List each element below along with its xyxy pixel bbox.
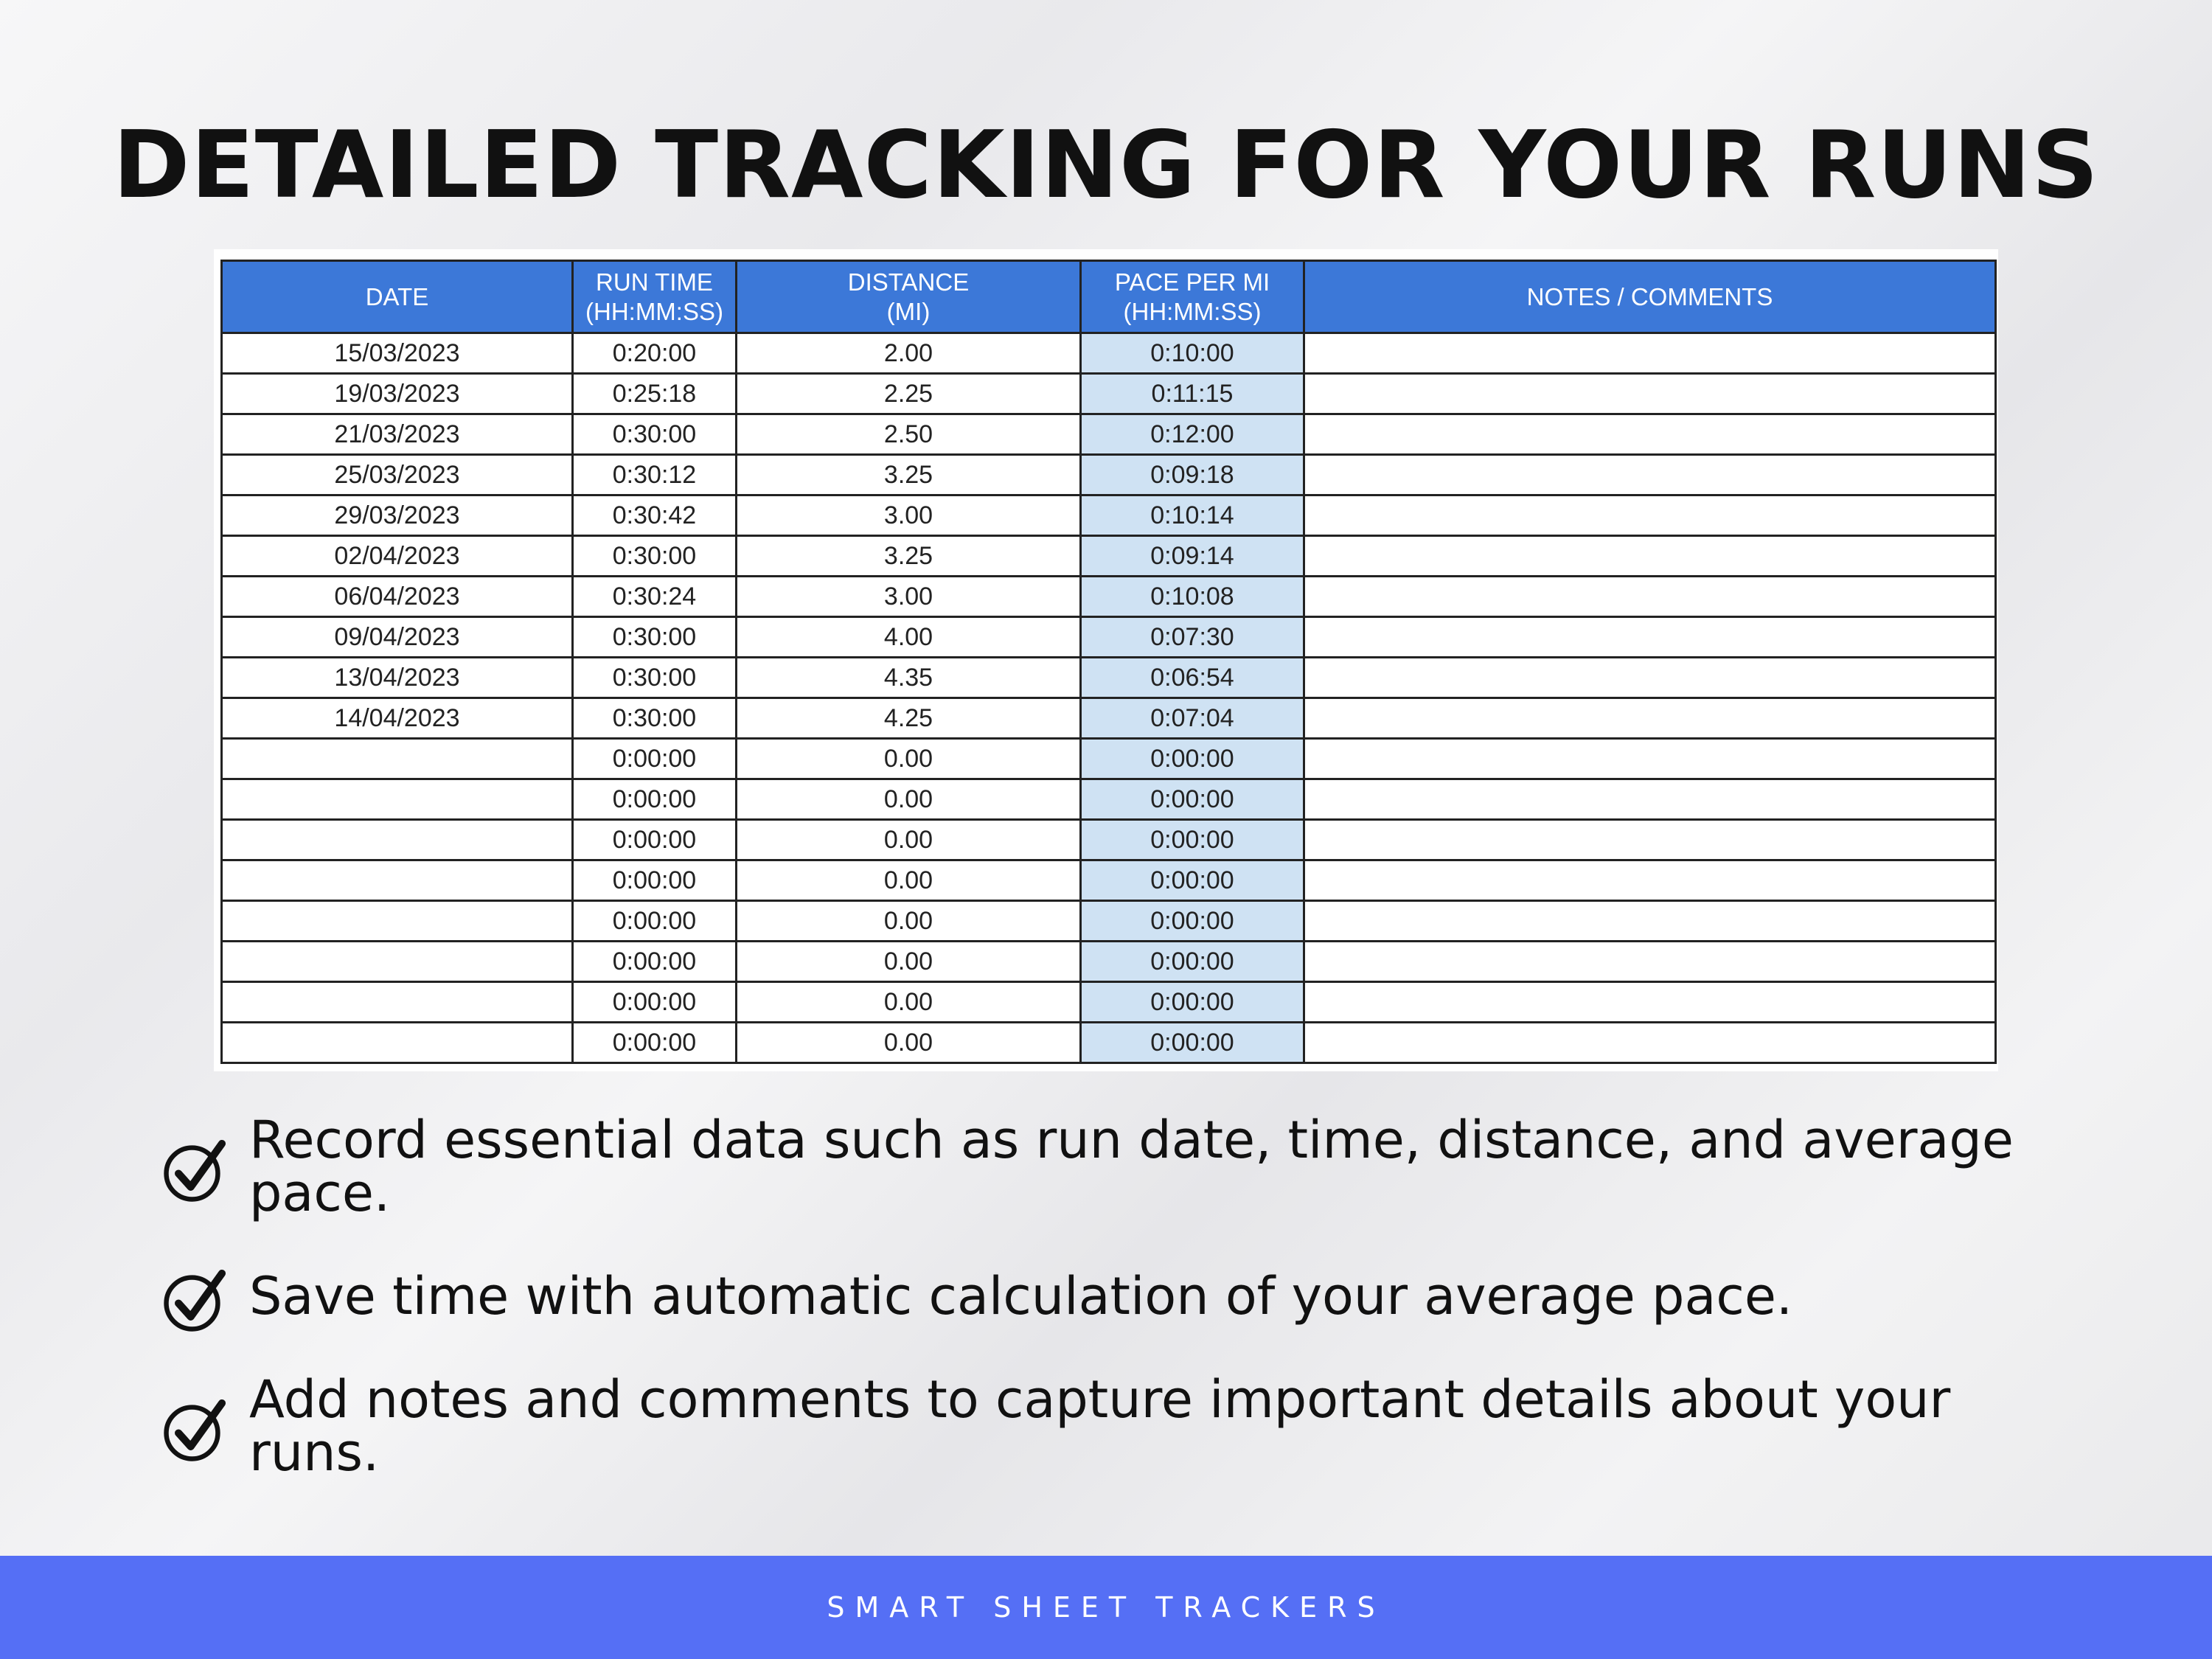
pace-cell[interactable]: 0:00:00	[1081, 982, 1304, 1023]
table-row	[222, 658, 1996, 698]
pace-cell[interactable]: 0:00:00	[1081, 942, 1304, 982]
table-row	[222, 495, 1996, 536]
footer-bar	[0, 1556, 2212, 1659]
header-run-time: RUN TIME (HH:MM:SS)	[573, 261, 737, 333]
check-circle-icon	[162, 1395, 230, 1463]
date-cell[interactable]	[222, 779, 573, 820]
notes-cell[interactable]	[1304, 698, 1996, 739]
run-time-cell[interactable]: 0:00:00	[573, 820, 737, 860]
table-row	[222, 901, 1996, 942]
pace-cell[interactable]: 0:07:04	[1081, 698, 1304, 739]
date-cell[interactable]: 09/04/2023	[222, 617, 573, 658]
feature-item	[162, 1369, 2079, 1483]
run-time-cell[interactable]: 0:00:00	[573, 779, 737, 820]
pace-cell[interactable]: 0:10:08	[1081, 577, 1304, 617]
notes-cell[interactable]	[1304, 536, 1996, 577]
date-cell[interactable]: 02/04/2023	[222, 536, 573, 577]
run-time-cell[interactable]: 0:00:00	[573, 860, 737, 901]
table-row	[222, 698, 1996, 739]
distance-cell[interactable]: 0.00	[737, 901, 1081, 942]
run-time-cell[interactable]: 0:25:18	[573, 374, 737, 414]
run-log-sheet	[214, 249, 1998, 1071]
run-time-cell[interactable]: 0:30:12	[573, 455, 737, 495]
distance-cell[interactable]: 4.35	[737, 658, 1081, 698]
notes-cell[interactable]	[1304, 374, 1996, 414]
notes-cell[interactable]	[1304, 455, 1996, 495]
date-cell[interactable]	[222, 739, 573, 779]
notes-cell[interactable]	[1304, 739, 1996, 779]
table-row	[222, 577, 1996, 617]
table-row	[222, 860, 1996, 901]
header-date: DATE	[222, 261, 573, 333]
distance-cell[interactable]: 2.00	[737, 333, 1081, 374]
date-cell[interactable]: 21/03/2023	[222, 414, 573, 455]
pace-cell[interactable]: 0:07:30	[1081, 617, 1304, 658]
pace-cell[interactable]: 0:12:00	[1081, 414, 1304, 455]
run-time-cell[interactable]: 0:30:00	[573, 536, 737, 577]
table-row	[222, 739, 1996, 779]
date-cell[interactable]	[222, 901, 573, 942]
notes-cell[interactable]	[1304, 942, 1996, 982]
pace-cell[interactable]: 0:06:54	[1081, 658, 1304, 698]
brand-name: SMART SHEET TRACKERS	[827, 1591, 1385, 1624]
run-time-cell[interactable]: 0:30:00	[573, 698, 737, 739]
table-row	[222, 374, 1996, 414]
feature-item	[162, 1110, 2079, 1223]
feature-text: Save time with automatic calculation of your average pace.	[249, 1266, 1793, 1326]
notes-cell[interactable]	[1304, 577, 1996, 617]
feature-text: Add notes and comments to capture important details about your runs.	[249, 1369, 1951, 1483]
distance-cell[interactable]: 0.00	[737, 1023, 1081, 1063]
pace-cell[interactable]: 0:00:00	[1081, 739, 1304, 779]
date-cell[interactable]: 25/03/2023	[222, 455, 573, 495]
date-cell[interactable]	[222, 820, 573, 860]
distance-cell[interactable]: 3.00	[737, 495, 1081, 536]
notes-cell[interactable]	[1304, 333, 1996, 374]
run-log-table	[220, 260, 1997, 1064]
date-cell[interactable]: 06/04/2023	[222, 577, 573, 617]
notes-cell[interactable]	[1304, 495, 1996, 536]
distance-cell[interactable]: 3.00	[737, 577, 1081, 617]
table-row	[222, 455, 1996, 495]
date-cell[interactable]: 29/03/2023	[222, 495, 573, 536]
distance-cell[interactable]: 3.25	[737, 536, 1081, 577]
table-row	[222, 820, 1996, 860]
run-time-cell[interactable]: 0:00:00	[573, 739, 737, 779]
notes-cell[interactable]	[1304, 1023, 1996, 1063]
distance-cell[interactable]: 0.00	[737, 982, 1081, 1023]
distance-cell[interactable]: 0.00	[737, 820, 1081, 860]
notes-cell[interactable]	[1304, 820, 1996, 860]
pace-cell[interactable]: 0:11:15	[1081, 374, 1304, 414]
pace-cell[interactable]: 0:00:00	[1081, 1023, 1304, 1063]
run-time-cell[interactable]: 0:30:42	[573, 495, 737, 536]
pace-cell[interactable]: 0:09:18	[1081, 455, 1304, 495]
run-time-cell[interactable]: 0:30:24	[573, 577, 737, 617]
run-time-cell[interactable]: 0:30:00	[573, 617, 737, 658]
distance-cell[interactable]: 4.25	[737, 698, 1081, 739]
page-title: DETAILED TRACKING FOR YOUR RUNS	[113, 111, 2099, 219]
table-row	[222, 1023, 1996, 1063]
table-row	[222, 942, 1996, 982]
run-time-cell[interactable]: 0:00:00	[573, 942, 737, 982]
run-time-cell[interactable]: 0:00:00	[573, 1023, 737, 1063]
feature-list	[162, 1110, 2079, 1529]
table-body	[222, 333, 1996, 1063]
notes-cell[interactable]	[1304, 982, 1996, 1023]
distance-cell[interactable]: 4.00	[737, 617, 1081, 658]
distance-cell[interactable]: 2.50	[737, 414, 1081, 455]
date-cell[interactable]: 19/03/2023	[222, 374, 573, 414]
notes-cell[interactable]	[1304, 779, 1996, 820]
feature-text: Record essential data such as run date, time, distance, and average pace.	[249, 1110, 2014, 1223]
table-row	[222, 617, 1996, 658]
date-cell[interactable]	[222, 982, 573, 1023]
date-cell[interactable]: 15/03/2023	[222, 333, 573, 374]
pace-cell[interactable]: 0:10:00	[1081, 333, 1304, 374]
distance-cell[interactable]: 2.25	[737, 374, 1081, 414]
pace-cell[interactable]: 0:00:00	[1081, 860, 1304, 901]
check-circle-icon	[162, 1135, 230, 1203]
run-time-cell[interactable]: 0:00:00	[573, 982, 737, 1023]
date-cell[interactable]	[222, 942, 573, 982]
distance-cell[interactable]: 0.00	[737, 942, 1081, 982]
table-row	[222, 333, 1996, 374]
notes-cell[interactable]	[1304, 658, 1996, 698]
table-row	[222, 536, 1996, 577]
pace-cell[interactable]: 0:10:14	[1081, 495, 1304, 536]
header-notes: NOTES / COMMENTS	[1304, 261, 1996, 333]
pace-cell[interactable]: 0:00:00	[1081, 779, 1304, 820]
table-row	[222, 414, 1996, 455]
table-row	[222, 779, 1996, 820]
check-circle-icon	[162, 1265, 230, 1333]
run-time-cell[interactable]: 0:20:00	[573, 333, 737, 374]
run-time-cell[interactable]: 0:30:00	[573, 414, 737, 455]
run-time-cell[interactable]: 0:30:00	[573, 658, 737, 698]
notes-cell[interactable]	[1304, 617, 1996, 658]
date-cell[interactable]	[222, 860, 573, 901]
header-distance: DISTANCE (MI)	[737, 261, 1081, 333]
distance-cell[interactable]: 0.00	[737, 860, 1081, 901]
header-pace: PACE PER MI (HH:MM:SS)	[1081, 261, 1304, 333]
pace-cell[interactable]: 0:00:00	[1081, 901, 1304, 942]
pace-cell[interactable]: 0:09:14	[1081, 536, 1304, 577]
distance-cell[interactable]: 3.25	[737, 455, 1081, 495]
notes-cell[interactable]	[1304, 901, 1996, 942]
notes-cell[interactable]	[1304, 414, 1996, 455]
date-cell[interactable]	[222, 1023, 573, 1063]
table-row	[222, 982, 1996, 1023]
run-time-cell[interactable]: 0:00:00	[573, 901, 737, 942]
date-cell[interactable]: 14/04/2023	[222, 698, 573, 739]
distance-cell[interactable]: 0.00	[737, 779, 1081, 820]
distance-cell[interactable]: 0.00	[737, 739, 1081, 779]
pace-cell[interactable]: 0:00:00	[1081, 820, 1304, 860]
feature-item	[162, 1266, 2079, 1326]
date-cell[interactable]: 13/04/2023	[222, 658, 573, 698]
table-header-row	[222, 261, 1996, 333]
notes-cell[interactable]	[1304, 860, 1996, 901]
